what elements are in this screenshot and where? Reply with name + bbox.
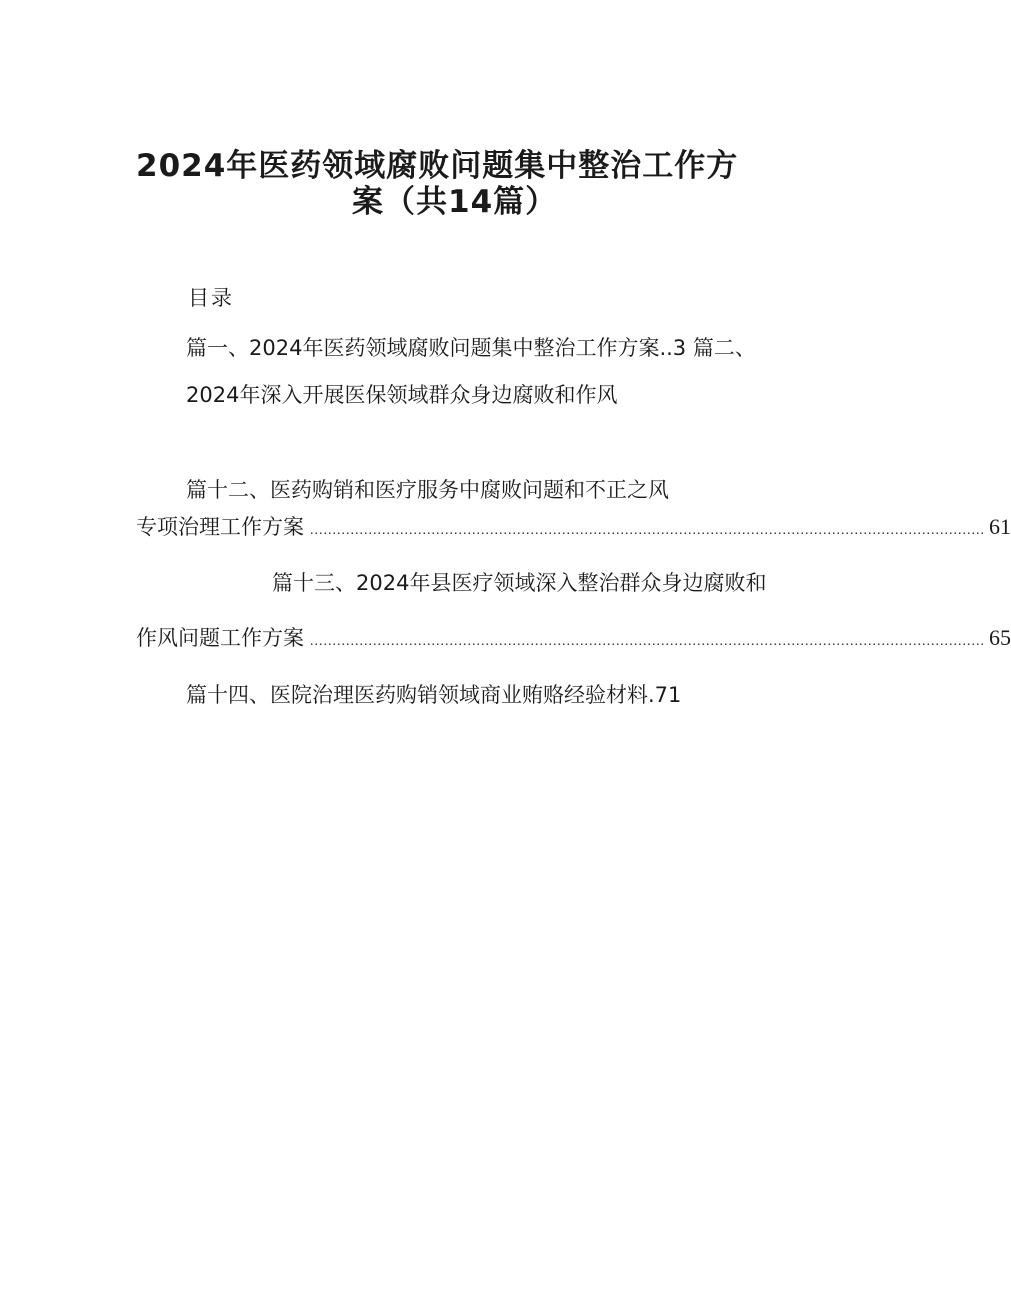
document-title-line-1: 2024年医药领域腐败问题集中整治工作方 bbox=[136, 148, 739, 184]
document-title-line-2: 案（共14篇） bbox=[352, 184, 558, 220]
toc-entry-13-continued[interactable] bbox=[136, 622, 1011, 652]
toc-entry-14[interactable]: 篇十四、医院治理医药购销领域商业贿赂经验材料.71 bbox=[186, 683, 682, 707]
toc-entry-1[interactable]: 篇一、2024年医药领域腐败问题集中整治工作方案..3 篇二、 bbox=[186, 336, 756, 360]
dot-leader: ...................................................................................................................................................... bbox=[310, 634, 985, 649]
toc-entry-text: 作风问题工作方案 bbox=[136, 626, 304, 650]
toc-entry-12[interactable]: 篇十二、医药购销和医疗服务中腐败问题和不正之风 bbox=[186, 478, 669, 502]
toc-entry-12-continued[interactable] bbox=[136, 511, 1011, 541]
toc-entry-13[interactable]: 篇十三、2024年县医疗领域深入整治群众身边腐败和 bbox=[272, 571, 767, 595]
toc-page-number: 61 bbox=[989, 514, 1011, 539]
toc-entry-2[interactable]: 2024年深入开展医保领域群众身边腐败和作风 bbox=[186, 383, 618, 407]
dot-leader: ...................................................................................................................................................... bbox=[310, 523, 985, 538]
toc-page-number: 65 bbox=[989, 625, 1011, 650]
toc-heading: 目录 bbox=[188, 286, 234, 310]
toc-entry-text: 专项治理工作方案 bbox=[136, 515, 304, 539]
